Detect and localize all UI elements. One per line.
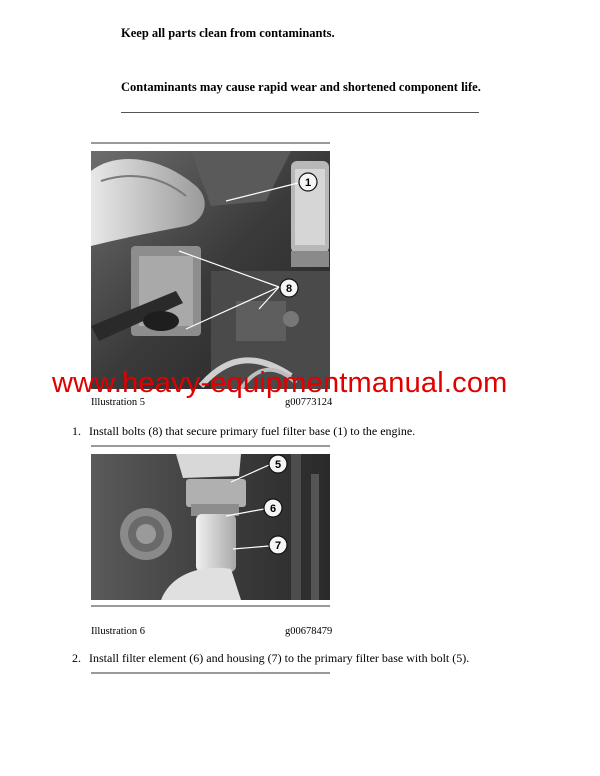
callout-7-label: 7 xyxy=(274,540,282,552)
illustration-6-top-rule xyxy=(91,445,330,447)
callout-5-marker xyxy=(269,455,287,473)
illustration-5-caption: Illustration 5 xyxy=(91,397,145,408)
warning-divider xyxy=(121,112,479,113)
step-2-text: Install filter element (6) and housing (7) to the primary filter base with bolt (5). xyxy=(89,651,470,665)
callout-5-label: 5 xyxy=(274,459,282,471)
illustration-6-photo xyxy=(91,454,330,600)
callout-1-marker xyxy=(299,173,317,191)
illustration-6-caption: Illustration 6 xyxy=(91,626,145,637)
illustration-5-image xyxy=(91,151,330,389)
illustration-5-code: g00773124 xyxy=(285,397,333,408)
step-2-number: 2. xyxy=(72,651,81,665)
warning-line-1: Keep all parts clean from contaminants. xyxy=(121,26,335,40)
step-2-divider xyxy=(91,672,330,674)
illustration-5-photo xyxy=(91,151,330,389)
callout-8-label: 8 xyxy=(285,283,293,295)
callout-6-marker xyxy=(264,499,282,517)
step-1-number: 1. xyxy=(72,424,81,438)
callout-7-marker xyxy=(269,536,287,554)
callout-6-label: 6 xyxy=(269,503,277,515)
callout-8-marker xyxy=(280,279,298,297)
illustration-6-image xyxy=(91,454,330,600)
illustration-6-bottom-rule xyxy=(91,605,330,607)
illustration-6-code: g00678479 xyxy=(285,626,333,637)
step-1-text: Install bolts (8) that secure primary fuel filter base (1) to the engine. xyxy=(89,424,416,438)
watermark-url: www.heavy-equipmentmanual.com xyxy=(52,367,508,399)
illustration-5-top-rule xyxy=(91,142,330,144)
warning-line-2: Contaminants may cause rapid wear and shortened component life. xyxy=(121,80,481,94)
callout-1-label: 1 xyxy=(304,177,312,189)
